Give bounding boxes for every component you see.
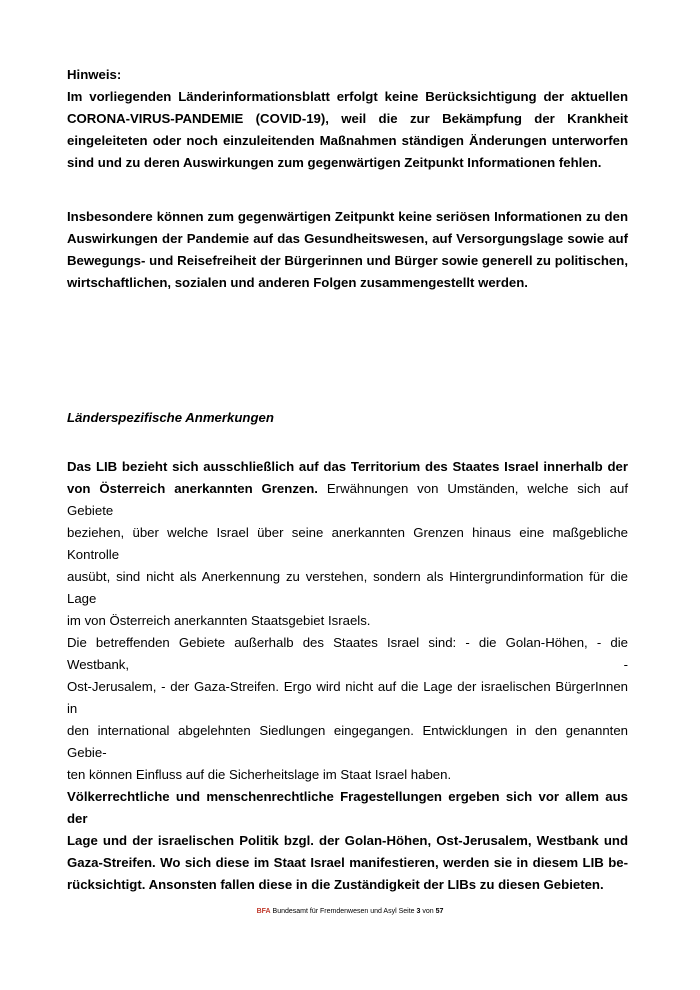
pandemic-line: Insbesondere können zum gegenwärtigen Zeitpunkt keine seriösen Informationen zu den bbox=[67, 209, 628, 224]
covid-notice bbox=[67, 64, 628, 174]
remarks-line: ausübt, sind nicht als Anerkennung zu verstehen, sondern als Hintergrundinformation für die Lage bbox=[67, 569, 628, 606]
section-heading-block bbox=[67, 407, 628, 429]
remarks-line: im von Österreich anerkannten Staatsgebiet Israels. bbox=[67, 613, 371, 628]
law-line: rücksichtigt. Ansonsten fallen diese in die Zuständigkeit der LIBs zu diesen Gebieten. bbox=[67, 877, 604, 892]
remarks-line: beziehen, über welche Israel über seine anerkannten Grenzen hinaus eine maßgebliche Kontrolle bbox=[67, 525, 628, 562]
page-number: 3 bbox=[416, 908, 421, 915]
pandemic-line: Auswirkungen der Pandemie auf das Gesundheitswesen, auf Versorgungslage sowie auf bbox=[67, 231, 628, 246]
pandemic-line: wirtschaftlichen, sozialen und anderen Folgen zusammengestellt werden. bbox=[67, 275, 528, 290]
bfa-logo: BFA bbox=[256, 908, 271, 915]
territories-line: ten können Einfluss auf die Sicherheitslage im Staat Israel haben. bbox=[67, 767, 452, 782]
page-total: 57 bbox=[435, 908, 444, 915]
notice-line: Im vorliegenden Länderinformationsblatt erfolgt keine Berücksichtigung der aktuellen bbox=[67, 89, 628, 104]
notice-heading: Hinweis: bbox=[67, 67, 122, 82]
page-footer bbox=[0, 907, 700, 917]
law-line: Völkerrechtliche und menschenrechtliche Fragestellungen ergeben sich vor allem aus der bbox=[67, 789, 628, 826]
remarks-fragment: Erwähnungen von Umständen, welche sich auf Gebiete bbox=[67, 481, 628, 518]
territories-line: Die betreffenden Gebiete außerhalb des Staates Israel sind: - die Golan-Höhen, - die Westbank, - bbox=[67, 635, 628, 672]
law-line: Lage und der israelischen Politik bzgl. der Golan-Höhen, Ost-Jerusalem, Westbank und bbox=[67, 833, 628, 848]
remarks-line-mixed bbox=[67, 478, 628, 522]
section-heading: Länderspezifische Anmerkungen bbox=[67, 410, 274, 425]
footer-text: Bundesamt für Fremdenwesen und Asyl Seite bbox=[270, 908, 417, 915]
footer-of: von bbox=[420, 908, 436, 915]
pandemic-paragraph bbox=[67, 206, 628, 294]
remarks-line: Das LIB bezieht sich ausschließlich auf das Territorium des Staates Israel innerhalb der bbox=[67, 459, 628, 474]
remarks-bold-fragment: von Österreich anerkannten Grenzen. bbox=[67, 481, 318, 496]
territories-line: Ost-Jerusalem, - der Gaza-Streifen. Ergo wird nicht auf die Lage der israelischen BürgerInnen in bbox=[67, 679, 628, 716]
country-remarks bbox=[67, 456, 628, 896]
notice-line: eingeleiteten oder noch einzuleitenden Maßnahmen ständigen Änderungen unterworfen bbox=[67, 133, 628, 148]
pandemic-line: Bewegungs- und Reisefreiheit der Bürgerinnen und Bürger sowie generell zu politischen, bbox=[67, 253, 628, 268]
law-line: Gaza-Streifen. Wo sich diese im Staat Israel manifestieren, werden sie in diesem LIB be- bbox=[67, 855, 628, 870]
notice-line: CORONA-VIRUS-PANDEMIE (COVID-19), weil die zur Bekämpfung der Krankheit bbox=[67, 111, 628, 126]
territories-line: den international abgelehnten Siedlungen eingegangen. Entwicklungen in den genannten Gebie- bbox=[67, 723, 628, 760]
notice-line: sind und zu deren Auswirkungen zum gegenwärtigen Zeitpunkt Informationen fehlen. bbox=[67, 155, 602, 170]
